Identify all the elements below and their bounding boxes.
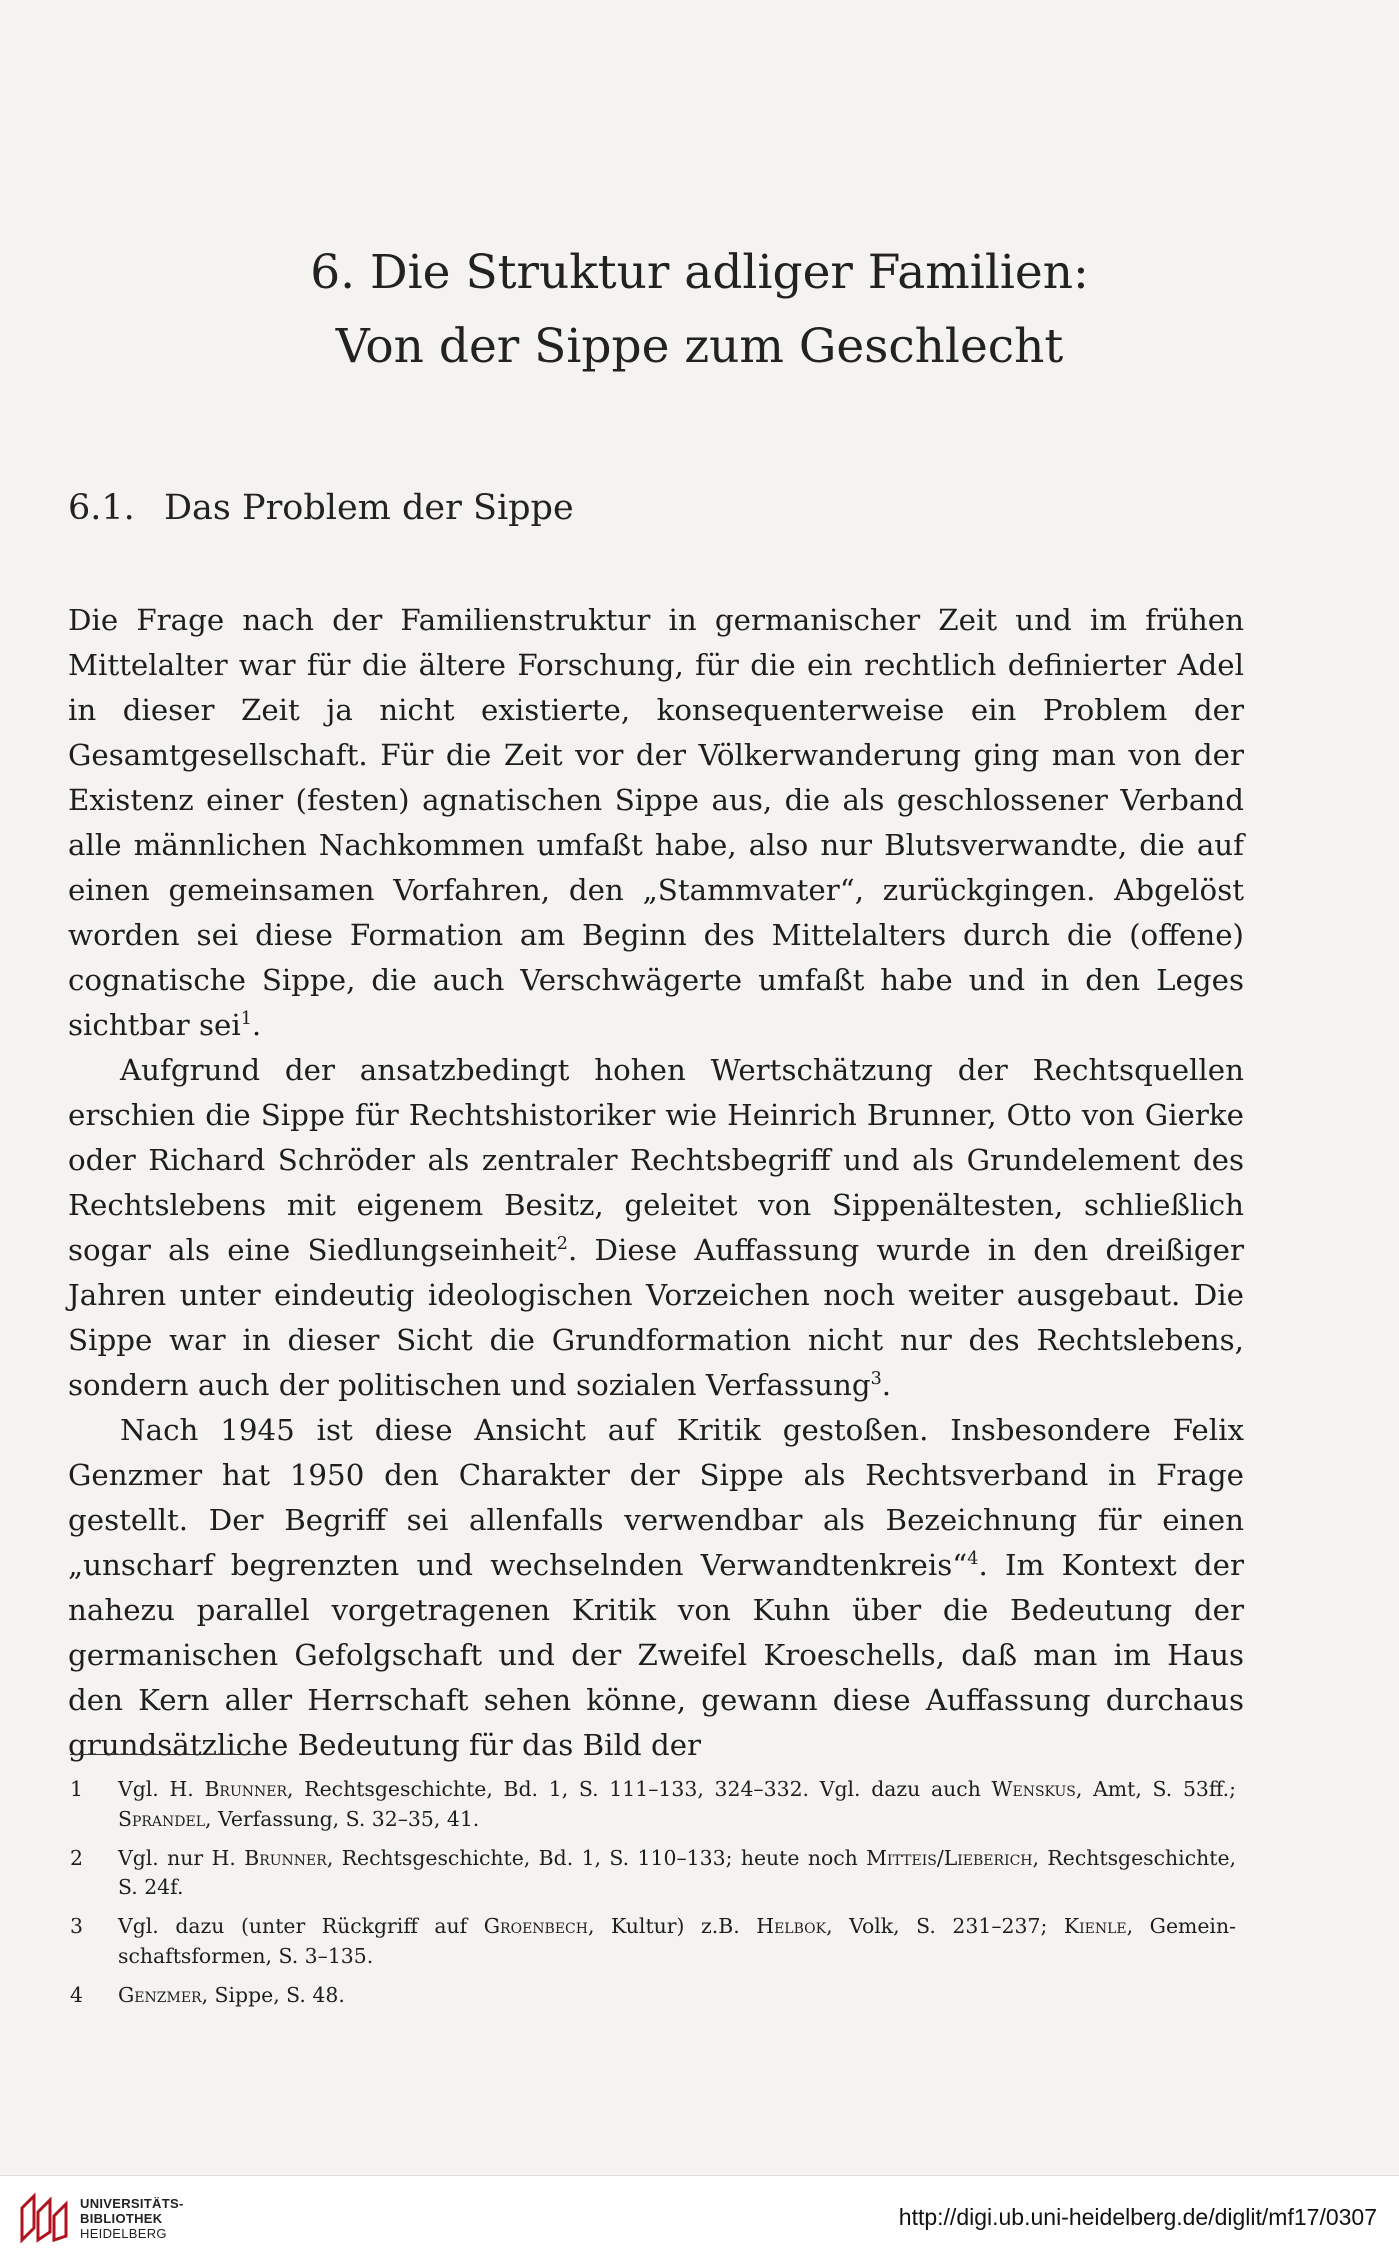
footnote-text: , Rechtsgeschichte, S. 24f. [118,1845,1236,1899]
chapter-title [0,236,1399,384]
paragraph-3-text-b: . Im Kontext der nahezu parallel vorgetragenen Kritik von Kuhn über die Bedeutung der germanischen Gefolgschaft und der Zweifel Kroeschells, daß man im Haus den Kern aller Herrschaft sehen könne, gewann diese Auffassung durchaus grundsätzliche Bedeutung für das Bild der [68,1548,1244,1762]
author-name: Groenbech [483,1914,588,1938]
footnote-ref-4[interactable]: 4 [967,1549,979,1570]
source-url-link[interactable]: http://digi.ub.uni-heidelberg.de/diglit/mf17/0307 [898,2204,1377,2230]
digitization-footer [0,2175,1399,2260]
author-name: Brunner [204,1777,288,1801]
author-name: Brunner [244,1845,327,1870]
footnote-2 [70,1844,1236,1903]
footnote-ref-2[interactable]: 2 [556,1234,568,1255]
paragraph-3 [68,1408,1244,1768]
paragraph-1 [68,598,1244,1048]
section-heading [68,488,574,528]
section-title: Das Problem der Sippe [164,488,574,528]
paragraph-2-text-b: . Diese Auffassung wurde in den dreißiger Jahren unter eindeutig ideologischen Vorzeichen noch weiter ausgebaut. Die Sippe war in dieser Sicht die Grundformation nicht nur des Rechtslebens, sondern auch der politischen und sozialen Verfassung [68,1233,1244,1402]
author-name: Genzmer [118,1982,202,2007]
footnote-text: , Kultur) z.B. [587,1914,757,1938]
footnote-text: Vgl. H. [118,1777,205,1801]
paragraph-2 [68,1048,1244,1408]
footnote-number: 2 [70,1845,83,1870]
footnote-number: 4 [70,1982,83,2007]
footnote-text: , Rechtsgeschichte, Bd. 1, S. 111–133, 324–332. Vgl. dazu auch [287,1777,992,1801]
author-name: Helbok [756,1914,827,1938]
chapter-title-line-1: 6. Die Struktur adliger Familien: [310,245,1089,300]
footnote-text: , Volk, S. 231–237; [826,1914,1064,1938]
footnote-text: Vgl. dazu (unter Rückgriff auf [118,1914,484,1938]
body-text [68,598,1244,1768]
footnote-1 [70,1775,1236,1834]
footnote-number: 3 [70,1914,83,1938]
section-number: 6.1. [68,488,135,528]
paragraph-1-text: Die Frage nach der Familienstruktur in germanischer Zeit und im frühen Mittelalter war für die ältere Forschung, für die ein rechtlich definierter Adel in dieser Zeit ja nicht existierte, konsequenterweise ein Problem der Gesamtgesellschaft. Für die Zeit vor der Völkerwanderung ging man von der Existenz einer (festen) agnatischen Sippe aus, die als geschlossener Verband alle männlichen Nachkommen umfaßt habe, also nur Blutsverwandte, die auf einen gemeinsamen Vorfahren, den „Stammvater“, zurückgingen. Abgelöst worden sei diese Formation am Beginn des Mittelalters durch die (offene) cognatische Sippe, die auch Verschwägerte umfaßt habe und in den Leges sichtbar sei [68,603,1244,1042]
library-name-line-1: UNIVERSITÄTS- [80,2196,184,2211]
author-name: Mitteis/Lieberich [866,1845,1033,1870]
footnote-separator [70,1754,256,1755]
footnote-text: , Gemeinschaftsformen, S. 3–135. [118,1914,1236,1968]
author-name: Sprandel [118,1806,206,1831]
footnote-3 [70,1912,1236,1971]
footnote-text: , Rechtsgeschichte, Bd. 1, S. 110–133; heute noch [326,1845,867,1870]
footnote-number: 1 [70,1777,83,1801]
footnote-ref-1[interactable]: 1 [240,1009,252,1030]
paragraph-2-text-a: Aufgrund der ansatzbedingt hohen Wertschätzung der Rechtsquellen erschien die Sippe für Rechtshistoriker wie Heinrich Brunner, Otto von Gierke oder Richard Schröder als zentraler Rechtsbegriff und als Grundelement des Rechtslebens mit eigenem Besitz, geleitet von Sippenältesten, schließlich sogar als eine Siedlungseinheit [68,1053,1244,1267]
library-name-line-3: HEIDELBERG [80,2226,167,2241]
ub-heidelberg-logo-icon[interactable] [16,2190,72,2246]
footnote-text: , Sippe, S. 48. [201,1982,345,2007]
author-name: Kienle [1063,1914,1127,1938]
library-name-line-2: BIBLIOTHEK [80,2211,163,2226]
footnote-ref-3[interactable]: 3 [870,1369,882,1390]
author-name: Wenskus [991,1777,1076,1801]
footnote-text: Vgl. nur H. [118,1845,245,1870]
footnote-text: , Verfassung, S. 32–35, 41. [205,1806,480,1831]
chapter-title-line-2: Von der Sippe zum Geschlecht [335,319,1064,374]
footnote-4 [70,1981,1236,2011]
footnotes [70,1775,1236,2020]
footnote-text: , Amt, S. 53ff.; [1075,1777,1236,1801]
library-name [80,2196,184,2241]
paragraph-3-text-a: Nach 1945 ist diese Ansicht auf Kritik gestoßen. Insbesondere Felix Genzmer hat 1950 den Charakter der Sippe als Rechtsverband in Frage gestellt. Der Begriff sei allenfalls verwendbar als Bezeichnung für einen „unscharf begrenzten und wechselnden Verwandtenkreis“ [68,1413,1244,1582]
paragraph-2-end: . [881,1368,892,1402]
paragraph-1-end: . [251,1008,262,1042]
